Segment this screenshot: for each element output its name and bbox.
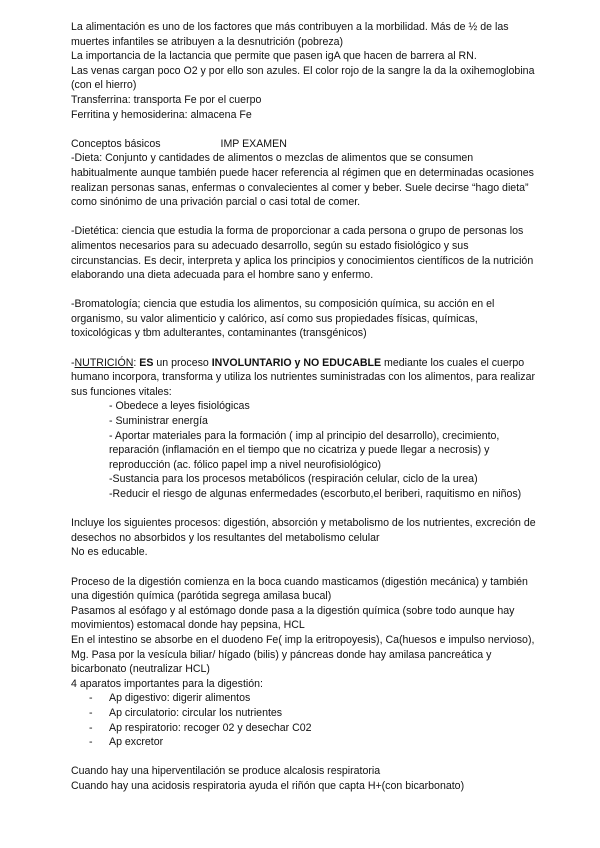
dietetica-paragraph: -Dietética: ciencia que estudia la forma de proporcionar a cada persona o grupo de personas los alimentos necesarios para su adecuado desarrollo, según su estado fisiológico y sus circunstancias. Es decir, interpreta y aplica los principios y conocimientos científicos de la nutrición elaborando una dieta adecuada para el hombre sano y enfermo. [71, 225, 534, 282]
nutricion-es: ES [139, 356, 154, 369]
intro-line-1: La alimentación es uno de los factores que más contribuyen a la morbilidad. Más de ½ de las muertes infantiles se atribuyen a la desnutrición (pobreza) [71, 21, 509, 48]
list-item: - Ap excretor [89, 735, 541, 750]
intro-line-2: La importancia de la lactancia que permite que pasen igA que hacen de barrera al RN. [71, 50, 477, 63]
list-item: - Ap respiratorio: recoger 02 y desechar C02 [89, 721, 541, 736]
digestion-line-4: 4 aparatos importantes para la digestión: [71, 677, 263, 690]
list-item: - Ap digestivo: digerir alimentos [89, 691, 541, 706]
document-page [71, 20, 541, 793]
nutricion-item: - Suministrar energía [109, 415, 208, 428]
nutricion-bold: INVOLUNTARIO y NO EDUCABLE [211, 356, 382, 369]
conceptos-heading [71, 137, 541, 152]
nutricion-paragraph [71, 356, 541, 400]
procesos-line-1: Incluye los siguientes procesos: digestión, absorción y metabolismo de los nutrientes, excreción de desechos no absorbidos y los resultantes del metabolismo celular [71, 517, 536, 544]
dieta-paragraph: -Dieta: Conjunto y cantidades de alimentos o mezclas de alimentos que se consumen habitualmente aunque también puede hacer referencia al régimen que en determinadas ocasiones realizan personas sanas, enfermas o convalecientes al comer y beber. Suele decirse “hago dieta” como sinónimo de una privación parcial o casi total de comer. [71, 152, 534, 209]
nutricion-mid: un proceso [153, 356, 212, 369]
aparatos-list [71, 691, 541, 749]
bromatologia-paragraph: -Bromatología; ciencia que estudia los alimentos, su composición química, su acción en el organismo, su valor alimenticio y calórico, así como sus propiedades físicas, químicas, toxicológicas y tbm adulterantes, contaminantes (transgénicos) [71, 298, 495, 340]
digestion-line-1: Proceso de la digestión comienza en la boca cuando masticamos (digestión mecánica) y también una digestión química (parótida segrega amilasa bucal) [71, 575, 528, 603]
list-item: - Ap circulatorio: circular los nutrientes [89, 706, 541, 721]
nutricion-rest: mediante los cuales el cuerpo humano incorpora, transforma y utiliza los nutrientes suministradas con los alimentos, para realizar sus funciones vitales: [71, 356, 535, 398]
respiratoria-line-1: Cuando hay una hiperventilación se produce alcalosis respiratoria [71, 765, 381, 778]
nutricion-item: -Reducir el riesgo de algunas enfermedades (escorbuto,el beriberi, raquitismo en niños) [109, 488, 522, 500]
intro-line-3: Las venas cargan poco O2 y por ello son azules. El color rojo de la sangre la da la oxihemoglobina (con el hierro) [71, 64, 535, 92]
respiratoria-line-2: Cuando hay una acidosis respiratoria ayuda el riñón que capta H+(con bicarbonato) [71, 779, 465, 792]
nutricion-term: NUTRICIÓN [74, 356, 134, 369]
nutricion-colon: : [133, 356, 140, 369]
digestion-line-2: Pasamos al esófago y al estómago donde pasa a la digestión química (sobre todo aunque hay movimientos) estomacal donde hay pepsina, HCL [71, 604, 515, 632]
nutricion-item: -Sustancia para los procesos metabólicos (respiración celular, ciclo de la urea) [109, 473, 478, 486]
nutricion-item: - Aportar materiales para la formación ( imp al principio del desarrollo), crecimiento, reparación (inflamación en el tiempo que no cicatriza y puede llegar a necrosis) y reproducción (ac. fólico papel imp a nivel neurofisiológico) [109, 429, 500, 471]
intro-line-4: Transferrina: transporta Fe por el cuerpo [71, 93, 262, 106]
nutricion-item: - Obedece a leyes fisiológicas [109, 400, 250, 413]
intro-line-5: Ferritina y hemosiderina: almacena Fe [71, 108, 252, 121]
nutricion-dash: - [71, 356, 75, 369]
digestion-line-3: En el intestino se absorbe en el duodeno Fe( imp la eritropoyesis), Ca(huesos e impulso nervioso), Mg. Pasa por la vesícula biliar/ hígado (bilis) y páncreas donde hay amilasa pancreática y bicarbonato (neutralizar HCL) [71, 633, 535, 676]
procesos-line-2: No es educable. [71, 546, 148, 559]
imp-examen-label: IMP EXAMEN [220, 137, 287, 150]
conceptos-title: Conceptos básicos [71, 137, 161, 150]
nutricion-items [71, 399, 541, 501]
